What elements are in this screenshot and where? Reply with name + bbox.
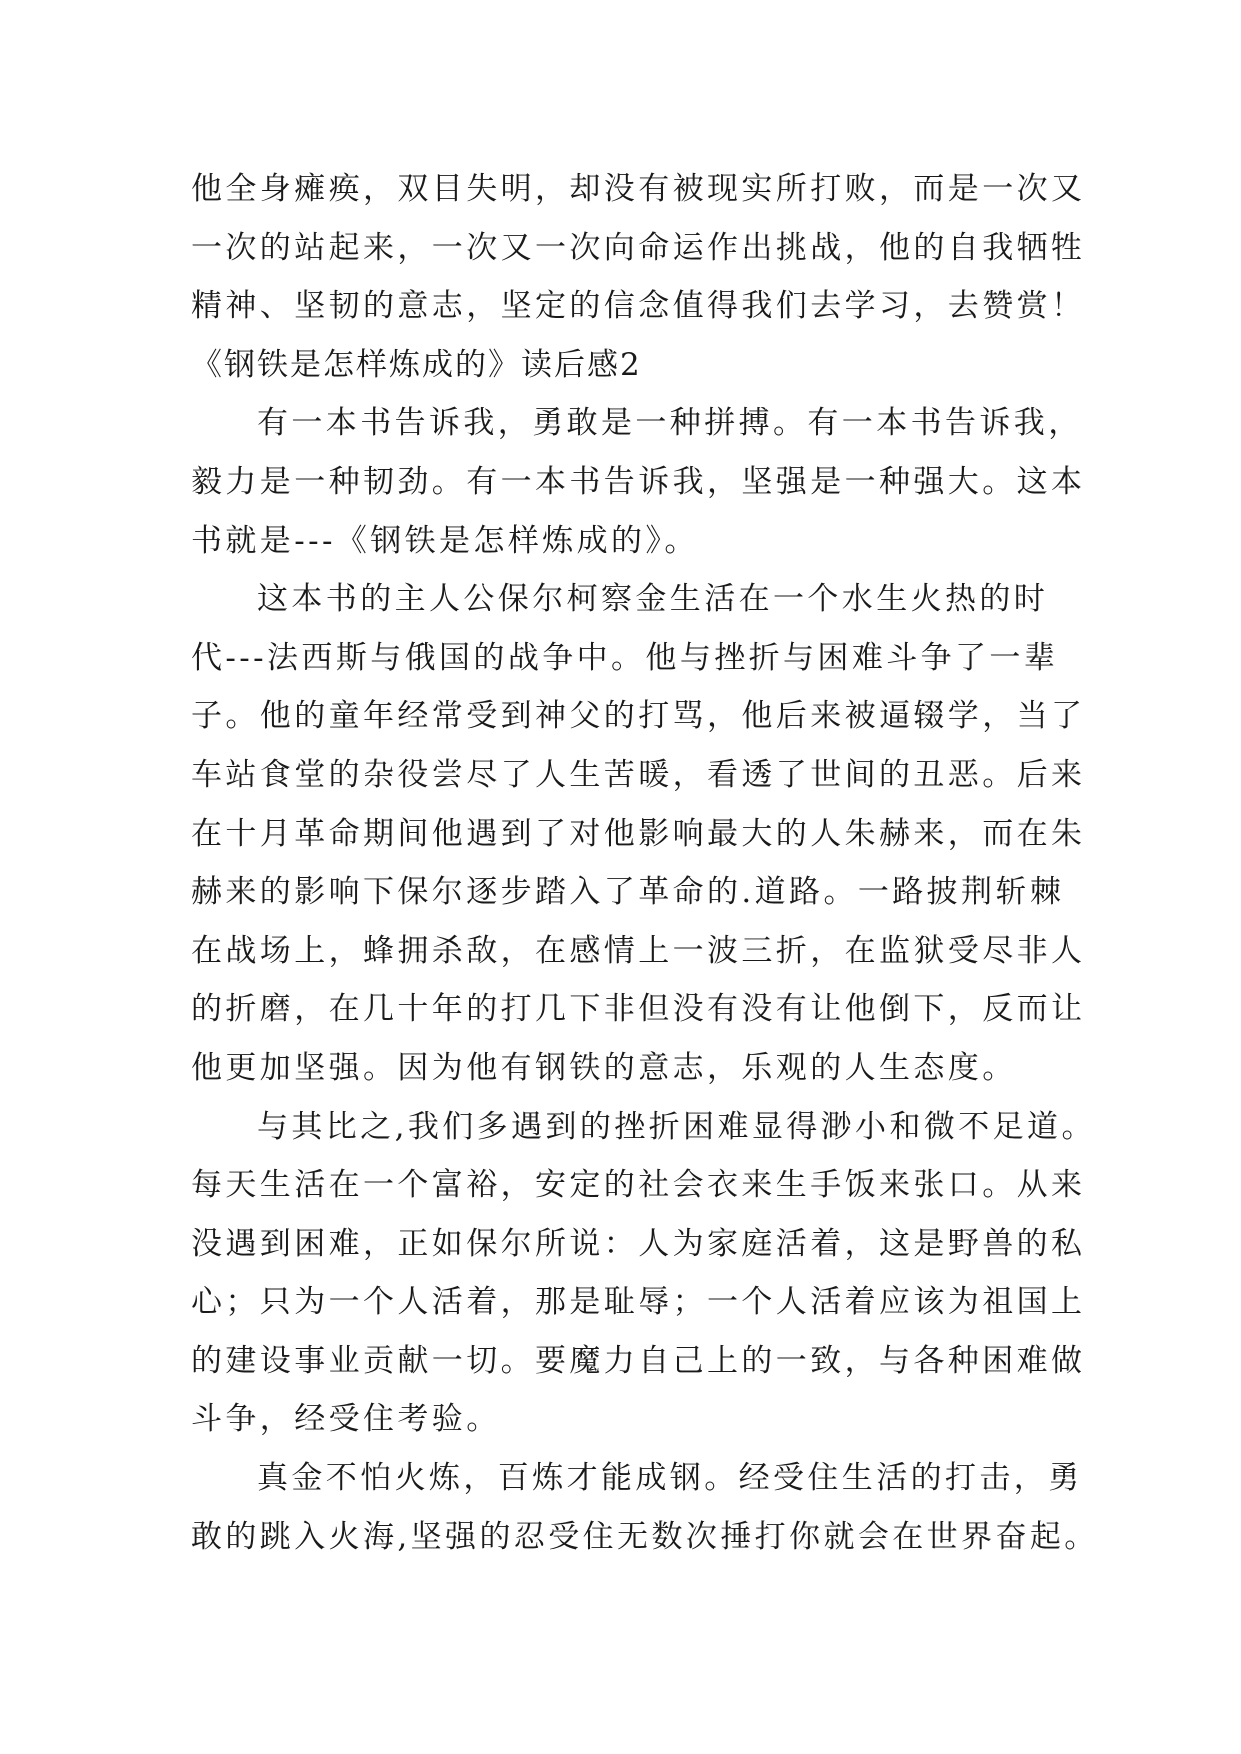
text-line: 敢的跳入火海,坚强的忍受住无数次捶打你就会在世界奋起。 [191,1518,1099,1555]
text-line: 代---法西斯与俄国的战争中。他与挫折与困难斗争了一辈 [191,639,1059,676]
text-line: 的折磨，在几十年的打几下非但没有没有让他倒下，反而让 [191,991,1086,1028]
text-line: 每天生活在一个富裕，安定的社会衣来生手饭来张口。从来 [191,1167,1086,1204]
text-line: 没遇到困难，正如保尔所说：人为家庭活着，这是野兽的私 [191,1225,1086,1262]
text-line: 赫来的影响下保尔逐步踏入了革命的.道路。一路披荆斩棘 [191,874,1065,911]
paragraph-first-line: 这本书的主人公保尔柯察金生活在一个水生火热的时 [257,581,1049,618]
text-line: 精神、坚韧的意志，坚定的信念值得我们去学习，去赞赏！ [191,288,1086,325]
text-line: 书就是---《钢铁是怎样炼成的》。 [191,522,699,559]
text-line: 毅力是一种韧劲。有一本书告诉我，坚强是一种强大。这本 [191,463,1086,500]
text-line: 一次的站起来，一次又一次向命运作出挑战，他的自我牺牲 [191,229,1086,266]
section-heading: 《钢铁是怎样炼成的》读后感2 [191,346,642,383]
paragraph-first-line: 真金不怕火炼，百炼才能成钢。经受住生活的打击，勇 [257,1460,1083,1497]
paragraph-first-line: 有一本书告诉我，勇敢是一种拼搏。有一本书告诉我， [257,405,1083,442]
text-line: 他更加坚强。因为他有钢铁的意志，乐观的人生态度。 [191,1049,1017,1086]
paragraph-first-line: 与其比之,我们多遇到的挫折困难显得渺小和微不足道。 [257,1108,1096,1145]
text-line: 车站食堂的杂役尝尽了人生苦暖，看透了世间的丑恶。后来 [191,756,1086,793]
text-line: 子。他的童年经常受到神父的打骂，他后来被逼辍学，当了 [191,698,1086,735]
text-line: 心；只为一个人活着，那是耻辱；一个人活着应该为祖国上 [191,1284,1086,1321]
text-line: 的建设事业贡献一切。要魔力自己上的一致，与各种困难做 [191,1342,1086,1379]
text-line: 斗争，经受住考验。 [191,1401,501,1438]
text-line: 在十月革命期间他遇到了对他影响最大的人朱赫来，而在朱 [191,815,1086,852]
text-line: 他全身瘫痪，双目失明，却没有被现实所打败，而是一次又 [191,171,1086,207]
document-page [191,160,1099,1566]
text-line: 在战场上，蜂拥杀敌，在感情上一波三折，在监狱受尽非人 [191,932,1086,969]
